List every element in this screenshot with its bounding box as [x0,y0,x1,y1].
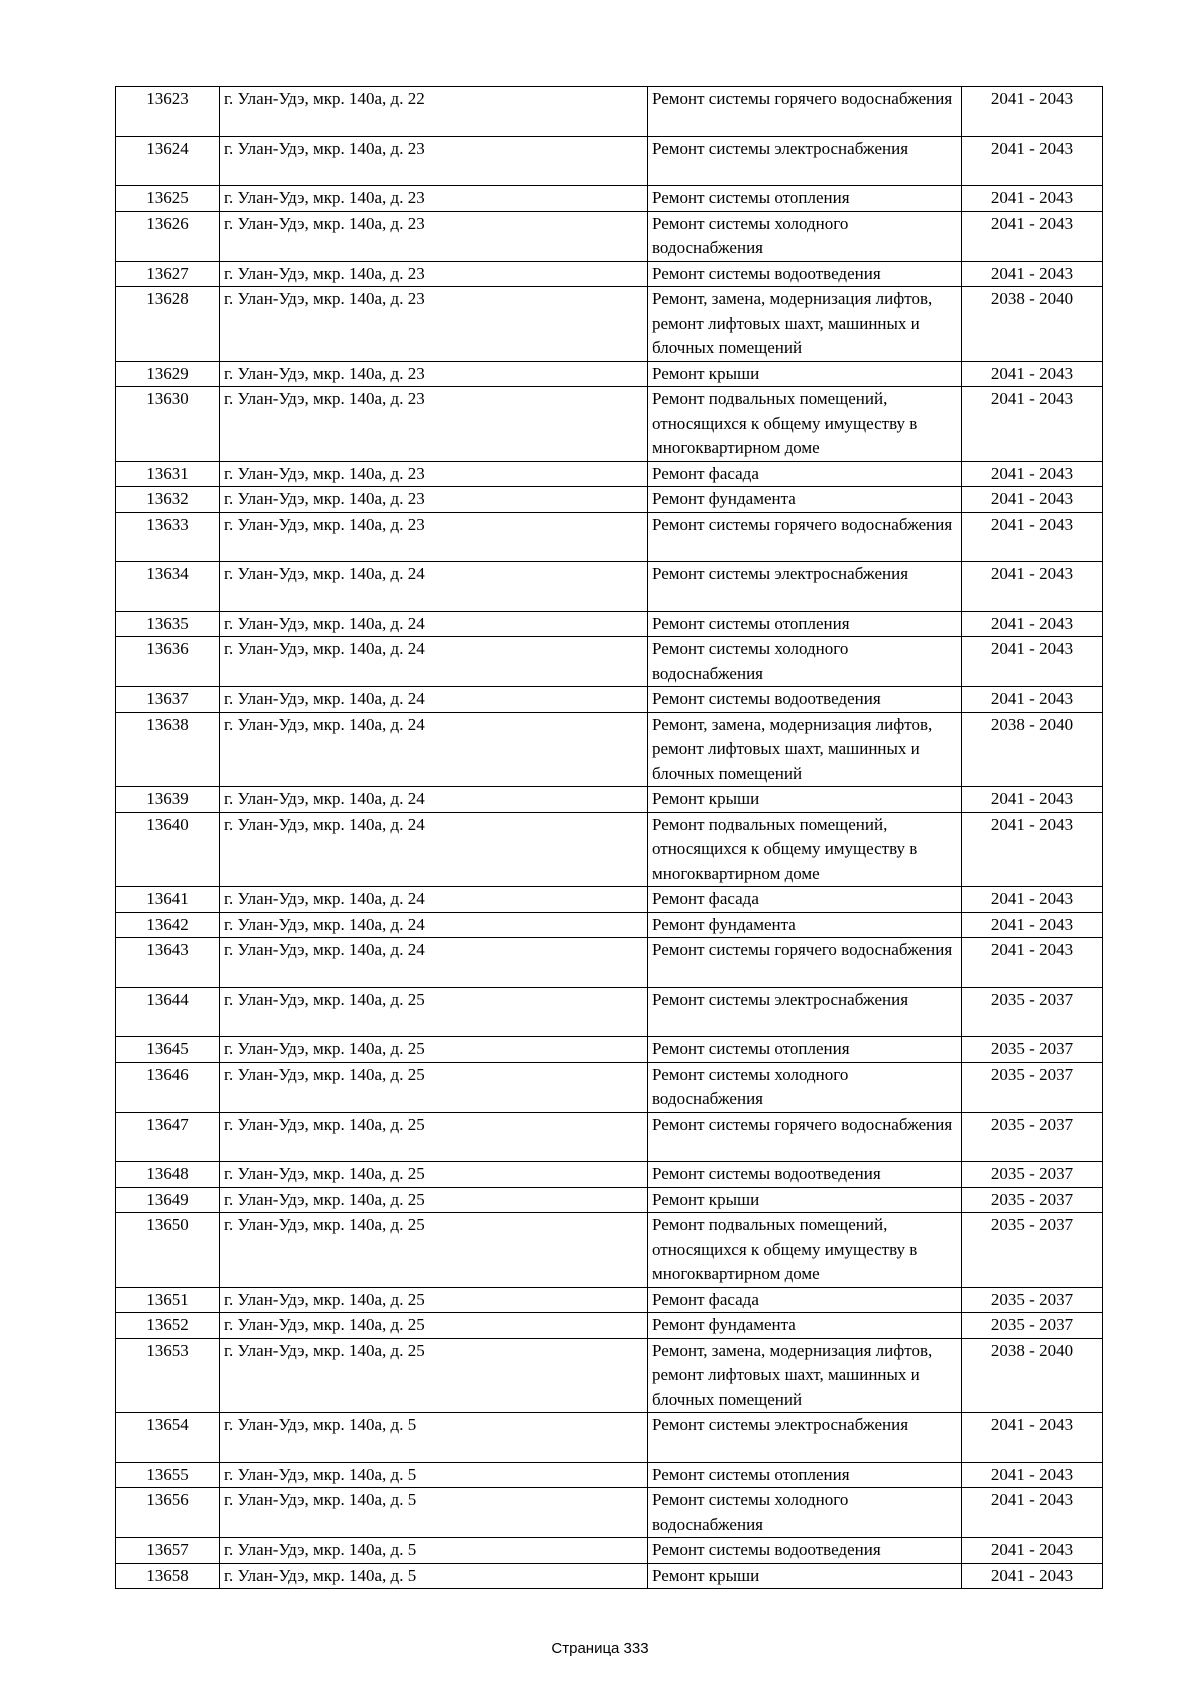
row-number-cell: 13626 [116,211,220,261]
row-number-cell: 13636 [116,637,220,687]
work-type-cell: Ремонт крыши [648,361,962,387]
table-row [116,1213,1103,1288]
row-number-cell: 13652 [116,1313,220,1339]
table-row [116,938,1103,988]
table-row [116,287,1103,362]
period-cell: 2041 - 2043 [962,1488,1103,1538]
table-row [116,1338,1103,1413]
period-cell: 2041 - 2043 [962,912,1103,938]
period-cell: 2041 - 2043 [962,461,1103,487]
table-row [116,1488,1103,1538]
work-type-cell: Ремонт системы холодного водоснабжения [648,1488,962,1538]
work-type-cell: Ремонт системы холодного водоснабжения [648,1062,962,1112]
row-number-cell: 13658 [116,1563,220,1589]
row-number-cell: 13654 [116,1413,220,1463]
work-type-cell: Ремонт системы отопления [648,611,962,637]
address-cell: г. Улан-Удэ, мкр. 140а, д. 24 [220,887,648,913]
table-row [116,461,1103,487]
period-cell: 2035 - 2037 [962,1162,1103,1188]
work-type-cell: Ремонт системы горячего водоснабжения [648,1112,962,1162]
period-cell: 2041 - 2043 [962,186,1103,212]
work-type-cell: Ремонт системы холодного водоснабжения [648,637,962,687]
table-row [116,787,1103,813]
address-cell: г. Улан-Удэ, мкр. 140а, д. 25 [220,1313,648,1339]
table-row [116,387,1103,462]
address-cell: г. Улан-Удэ, мкр. 140а, д. 23 [220,211,648,261]
address-cell: г. Улан-Удэ, мкр. 140а, д. 25 [220,1287,648,1313]
row-number-cell: 13640 [116,812,220,887]
table-row [116,87,1103,137]
period-cell: 2041 - 2043 [962,87,1103,137]
period-cell: 2035 - 2037 [962,987,1103,1037]
work-type-cell: Ремонт системы горячего водоснабжения [648,938,962,988]
table-row [116,987,1103,1037]
address-cell: г. Улан-Удэ, мкр. 140а, д. 25 [220,1187,648,1213]
table-row [116,812,1103,887]
period-cell: 2041 - 2043 [962,637,1103,687]
row-number-cell: 13641 [116,887,220,913]
row-number-cell: 13631 [116,461,220,487]
work-type-cell: Ремонт фундамента [648,1313,962,1339]
period-cell: 2038 - 2040 [962,287,1103,362]
period-cell: 2035 - 2037 [962,1062,1103,1112]
address-cell: г. Улан-Удэ, мкр. 140а, д. 25 [220,1338,648,1413]
period-cell: 2041 - 2043 [962,562,1103,612]
table-row [116,611,1103,637]
work-type-cell: Ремонт подвальных помещений, относящихся к общему имуществу в многоквартирном доме [648,812,962,887]
work-type-cell: Ремонт системы электроснабжения [648,1413,962,1463]
address-cell: г. Улан-Удэ, мкр. 140а, д. 24 [220,712,648,787]
period-cell: 2041 - 2043 [962,887,1103,913]
table-row [116,1112,1103,1162]
address-cell: г. Улан-Удэ, мкр. 140а, д. 25 [220,1213,648,1288]
address-cell: г. Улан-Удэ, мкр. 140а, д. 25 [220,1112,648,1162]
address-cell: г. Улан-Удэ, мкр. 140а, д. 25 [220,1062,648,1112]
work-type-cell: Ремонт, замена, модернизация лифтов, ремонт лифтовых шахт, машинных и блочных помещений [648,1338,962,1413]
table-row [116,1287,1103,1313]
table-row [116,1037,1103,1063]
work-type-cell: Ремонт фундамента [648,487,962,513]
address-cell: г. Улан-Удэ, мкр. 140а, д. 23 [220,512,648,562]
work-type-cell: Ремонт системы водоотведения [648,261,962,287]
period-cell: 2041 - 2043 [962,1462,1103,1488]
address-cell: г. Улан-Удэ, мкр. 140а, д. 24 [220,812,648,887]
table-row [116,1187,1103,1213]
address-cell: г. Улан-Удэ, мкр. 140а, д. 5 [220,1563,648,1589]
table-row [116,887,1103,913]
work-type-cell: Ремонт фасада [648,461,962,487]
table-row [116,1062,1103,1112]
work-type-cell: Ремонт фасада [648,887,962,913]
table-row [116,136,1103,186]
table-row [116,487,1103,513]
period-cell: 2041 - 2043 [962,487,1103,513]
period-cell: 2041 - 2043 [962,1538,1103,1564]
row-number-cell: 13651 [116,1287,220,1313]
address-cell: г. Улан-Удэ, мкр. 140а, д. 25 [220,987,648,1037]
work-type-cell: Ремонт, замена, модернизация лифтов, ремонт лифтовых шахт, машинных и блочных помещений [648,287,962,362]
table-row [116,637,1103,687]
row-number-cell: 13639 [116,787,220,813]
work-type-cell: Ремонт системы электроснабжения [648,987,962,1037]
row-number-cell: 13632 [116,487,220,513]
repair-schedule-table [115,86,1103,1589]
period-cell: 2038 - 2040 [962,712,1103,787]
address-cell: г. Улан-Удэ, мкр. 140а, д. 5 [220,1413,648,1463]
period-cell: 2041 - 2043 [962,611,1103,637]
row-number-cell: 13627 [116,261,220,287]
row-number-cell: 13628 [116,287,220,362]
row-number-cell: 13649 [116,1187,220,1213]
work-type-cell: Ремонт системы электроснабжения [648,136,962,186]
row-number-cell: 13647 [116,1112,220,1162]
row-number-cell: 13644 [116,987,220,1037]
row-number-cell: 13630 [116,387,220,462]
period-cell: 2041 - 2043 [962,1563,1103,1589]
table-body [116,87,1103,1589]
work-type-cell: Ремонт, замена, модернизация лифтов, ремонт лифтовых шахт, машинных и блочных помещений [648,712,962,787]
work-type-cell: Ремонт системы горячего водоснабжения [648,512,962,562]
row-number-cell: 13624 [116,136,220,186]
period-cell: 2041 - 2043 [962,938,1103,988]
page-number: Страница 333 [551,1640,649,1657]
period-cell: 2041 - 2043 [962,787,1103,813]
period-cell: 2035 - 2037 [962,1112,1103,1162]
address-cell: г. Улан-Удэ, мкр. 140а, д. 24 [220,787,648,813]
address-cell: г. Улан-Удэ, мкр. 140а, д. 23 [220,387,648,462]
work-type-cell: Ремонт системы отопления [648,1037,962,1063]
row-number-cell: 13625 [116,186,220,212]
address-cell: г. Улан-Удэ, мкр. 140а, д. 23 [220,361,648,387]
period-cell: 2041 - 2043 [962,687,1103,713]
table-row [116,712,1103,787]
address-cell: г. Улан-Удэ, мкр. 140а, д. 25 [220,1162,648,1188]
work-type-cell: Ремонт подвальных помещений, относящихся к общему имуществу в многоквартирном доме [648,1213,962,1288]
period-cell: 2041 - 2043 [962,261,1103,287]
work-type-cell: Ремонт системы водоотведения [648,1538,962,1564]
repair-schedule-table-wrapper [115,86,1102,1589]
table-row [116,261,1103,287]
work-type-cell: Ремонт системы водоотведения [648,687,962,713]
work-type-cell: Ремонт системы отопления [648,1462,962,1488]
address-cell: г. Улан-Удэ, мкр. 140а, д. 24 [220,562,648,612]
work-type-cell: Ремонт системы отопления [648,186,962,212]
address-cell: г. Улан-Удэ, мкр. 140а, д. 24 [220,637,648,687]
work-type-cell: Ремонт системы водоотведения [648,1162,962,1188]
period-cell: 2041 - 2043 [962,1413,1103,1463]
work-type-cell: Ремонт фундамента [648,912,962,938]
address-cell: г. Улан-Удэ, мкр. 140а, д. 23 [220,186,648,212]
period-cell: 2041 - 2043 [962,812,1103,887]
table-row [116,687,1103,713]
address-cell: г. Улан-Удэ, мкр. 140а, д. 22 [220,87,648,137]
work-type-cell: Ремонт фасада [648,1287,962,1313]
period-cell: 2041 - 2043 [962,361,1103,387]
work-type-cell: Ремонт подвальных помещений, относящихся к общему имуществу в многоквартирном доме [648,387,962,462]
table-row [116,562,1103,612]
row-number-cell: 13645 [116,1037,220,1063]
row-number-cell: 13642 [116,912,220,938]
row-number-cell: 13634 [116,562,220,612]
table-row [116,1538,1103,1564]
row-number-cell: 13637 [116,687,220,713]
table-row [116,211,1103,261]
work-type-cell: Ремонт системы горячего водоснабжения [648,87,962,137]
address-cell: г. Улан-Удэ, мкр. 140а, д. 23 [220,487,648,513]
work-type-cell: Ремонт крыши [648,1563,962,1589]
period-cell: 2041 - 2043 [962,136,1103,186]
table-row [116,186,1103,212]
period-cell: 2035 - 2037 [962,1287,1103,1313]
table-row [116,1563,1103,1589]
work-type-cell: Ремонт крыши [648,1187,962,1213]
address-cell: г. Улан-Удэ, мкр. 140а, д. 25 [220,1037,648,1063]
table-row [116,512,1103,562]
row-number-cell: 13629 [116,361,220,387]
row-number-cell: 13643 [116,938,220,988]
period-cell: 2041 - 2043 [962,387,1103,462]
period-cell: 2035 - 2037 [962,1037,1103,1063]
row-number-cell: 13635 [116,611,220,637]
address-cell: г. Улан-Удэ, мкр. 140а, д. 5 [220,1488,648,1538]
address-cell: г. Улан-Удэ, мкр. 140а, д. 24 [220,912,648,938]
row-number-cell: 13650 [116,1213,220,1288]
row-number-cell: 13646 [116,1062,220,1112]
table-row [116,912,1103,938]
table-row [116,1162,1103,1188]
row-number-cell: 13623 [116,87,220,137]
work-type-cell: Ремонт системы холодного водоснабжения [648,211,962,261]
table-row [116,1313,1103,1339]
period-cell: 2041 - 2043 [962,512,1103,562]
address-cell: г. Улан-Удэ, мкр. 140а, д. 23 [220,461,648,487]
row-number-cell: 13638 [116,712,220,787]
table-row [116,1462,1103,1488]
work-type-cell: Ремонт крыши [648,787,962,813]
row-number-cell: 13657 [116,1538,220,1564]
row-number-cell: 13633 [116,512,220,562]
address-cell: г. Улан-Удэ, мкр. 140а, д. 5 [220,1538,648,1564]
period-cell: 2035 - 2037 [962,1187,1103,1213]
address-cell: г. Улан-Удэ, мкр. 140а, д. 24 [220,938,648,988]
address-cell: г. Улан-Удэ, мкр. 140а, д. 23 [220,287,648,362]
row-number-cell: 13656 [116,1488,220,1538]
period-cell: 2041 - 2043 [962,211,1103,261]
address-cell: г. Улан-Удэ, мкр. 140а, д. 23 [220,136,648,186]
period-cell: 2038 - 2040 [962,1338,1103,1413]
table-row [116,361,1103,387]
period-cell: 2035 - 2037 [962,1313,1103,1339]
address-cell: г. Улан-Удэ, мкр. 140а, д. 24 [220,687,648,713]
row-number-cell: 13655 [116,1462,220,1488]
period-cell: 2035 - 2037 [962,1213,1103,1288]
table-row [116,1413,1103,1463]
address-cell: г. Улан-Удэ, мкр. 140а, д. 24 [220,611,648,637]
row-number-cell: 13653 [116,1338,220,1413]
address-cell: г. Улан-Удэ, мкр. 140а, д. 23 [220,261,648,287]
row-number-cell: 13648 [116,1162,220,1188]
address-cell: г. Улан-Удэ, мкр. 140а, д. 5 [220,1462,648,1488]
work-type-cell: Ремонт системы электроснабжения [648,562,962,612]
